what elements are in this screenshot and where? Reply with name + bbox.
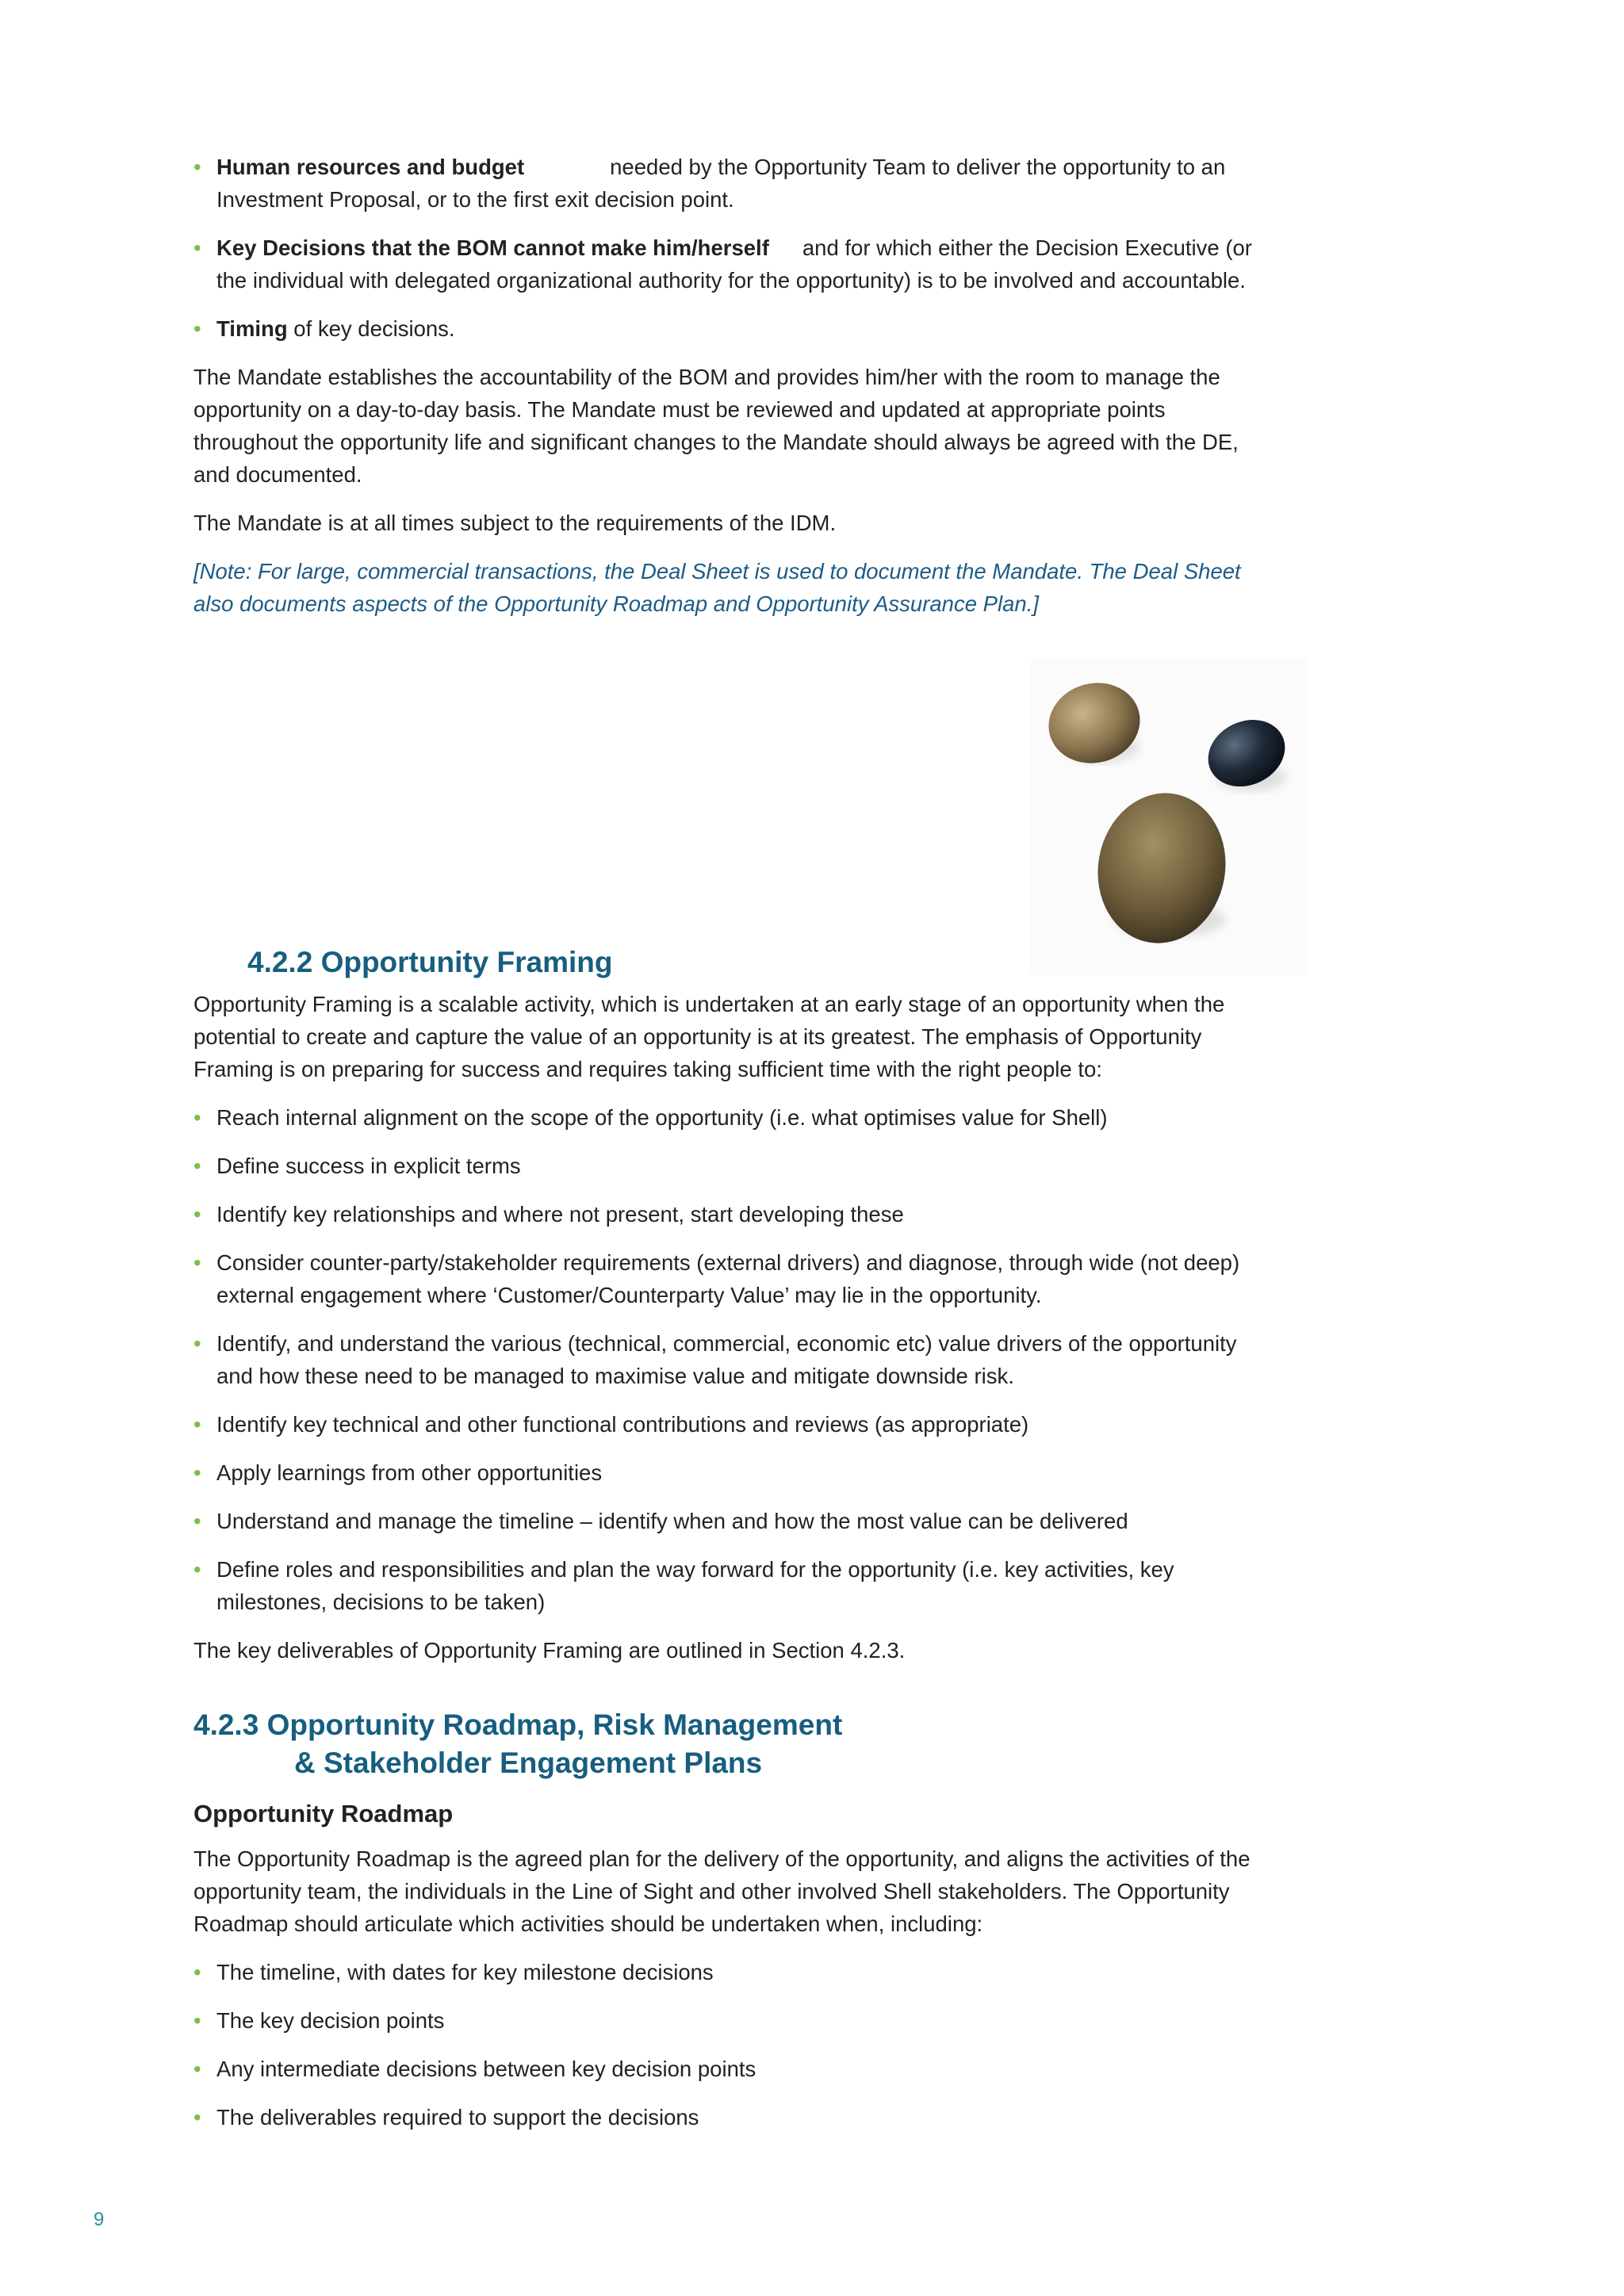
list-item: • Identify key relationships and where not present, start developing these — [193, 1198, 1256, 1230]
list-item: • The key decision points — [193, 2004, 1256, 2037]
subheading: Opportunity Roadmap — [193, 1800, 454, 1827]
paragraph: The key deliverables of Opportunity Framing are outlined in Section 4.2.3. — [193, 1638, 906, 1663]
paragraph: The Mandate establishes the accountability of the BOM and provides him/her with the room to manage the opportunity on a day-to-day basis. The Mandate must be reviewed and updated at appropriate points throughout the opportunity life and significant changes to the Mandate should always be agreed with the DE, and documented. — [193, 365, 1239, 487]
list-item: • Any intermediate decisions between key decision points — [193, 2053, 1256, 2085]
heading-line: & Stakeholder Engagement Plans — [294, 1747, 763, 1779]
paragraph: The Mandate is at all times subject to the requirements of the IDM. — [193, 511, 837, 535]
list-item — [193, 312, 1256, 345]
list-item: • Apply learnings from other opportunities — [193, 1456, 1256, 1489]
list-item — [193, 151, 1256, 216]
list-item: • Define success in explicit terms — [193, 1150, 1256, 1182]
list-item: • Identify, and understand the various (technical, commercial, economic etc) value drivers of the opportunity and how these need to be managed to maximise value and mitigate downside risk. — [193, 1327, 1256, 1392]
note-text: [Note: For large, commercial transactions, the Deal Sheet is used to document the Mandate. The Deal Sheet also documents aspects of the Opportunity Roadmap and Opportunity Assurance Plan.] — [193, 559, 1241, 616]
list-item: • Understand and manage the timeline – identify when and how the most value can be delivered — [193, 1505, 1256, 1537]
bullet-text: of key decisions. — [293, 316, 455, 341]
list-item: • The timeline, with dates for key milestone decisions — [193, 1956, 1256, 1988]
paragraph: The Opportunity Roadmap is the agreed plan for the delivery of the opportunity, and aligns the activities of the opportunity team, the individuals in the Line of Sight and other involved Shell stakeholders. The Opportunity Roadmap should articulate which activities should be undertaken when, including: — [193, 1846, 1251, 1936]
list-item — [193, 232, 1256, 297]
list-item: • Define roles and responsibilities and plan the way forward for the opportunity (i.e. key activities, key milestones, decisions to be taken) — [193, 1553, 1256, 1618]
bullet-text: needed by the Opportunity Team to deliver the opportunity to an Investment Proposal, or to the first exit decision point. — [216, 155, 1226, 212]
section-heading: 4.2.2 Opportunity Framing — [247, 946, 613, 978]
bullet-bold-lead: Key Decisions that the BOM cannot make him/herself — [216, 235, 769, 260]
bullet-bold-lead: Timing — [216, 316, 288, 341]
bullet-bold-lead: Human resources and budget — [216, 155, 525, 179]
list-item: • Consider counter-party/stakeholder requirements (external drivers) and diagnose, through wide (not deep) external engagement where ‘Customer/Counterparty Value’ may lie in the opportunity. — [193, 1246, 1256, 1311]
pebbles-image — [1031, 658, 1308, 975]
section-heading — [193, 1706, 1256, 1782]
list-item: • Identify key technical and other functional contributions and reviews (as appropriate) — [193, 1408, 1256, 1441]
page-number: 9 — [94, 2209, 105, 2230]
framing-section — [193, 988, 1256, 2149]
list-item: • Reach internal alignment on the scope of the opportunity (i.e. what optimises value for Shell) — [193, 1101, 1256, 1134]
list-item: • The deliverables required to support the decisions — [193, 2101, 1256, 2133]
bullet-text: and for which either the Decision Executive (or the individual with delegated organizational authority for the opportunity) is to be involved and accountable. — [216, 235, 1252, 293]
heading-line: 4.2.3 Opportunity Roadmap, Risk Management — [193, 1709, 843, 1741]
mandate-section — [193, 151, 1256, 636]
paragraph: Opportunity Framing is a scalable activity, which is undertaken at an early stage of an opportunity when the potential to create and capture the value of an opportunity is at its greatest. The emphasis of Opportunity Framing is on preparing for success and requires taking sufficient time with the right people to: — [193, 992, 1225, 1081]
